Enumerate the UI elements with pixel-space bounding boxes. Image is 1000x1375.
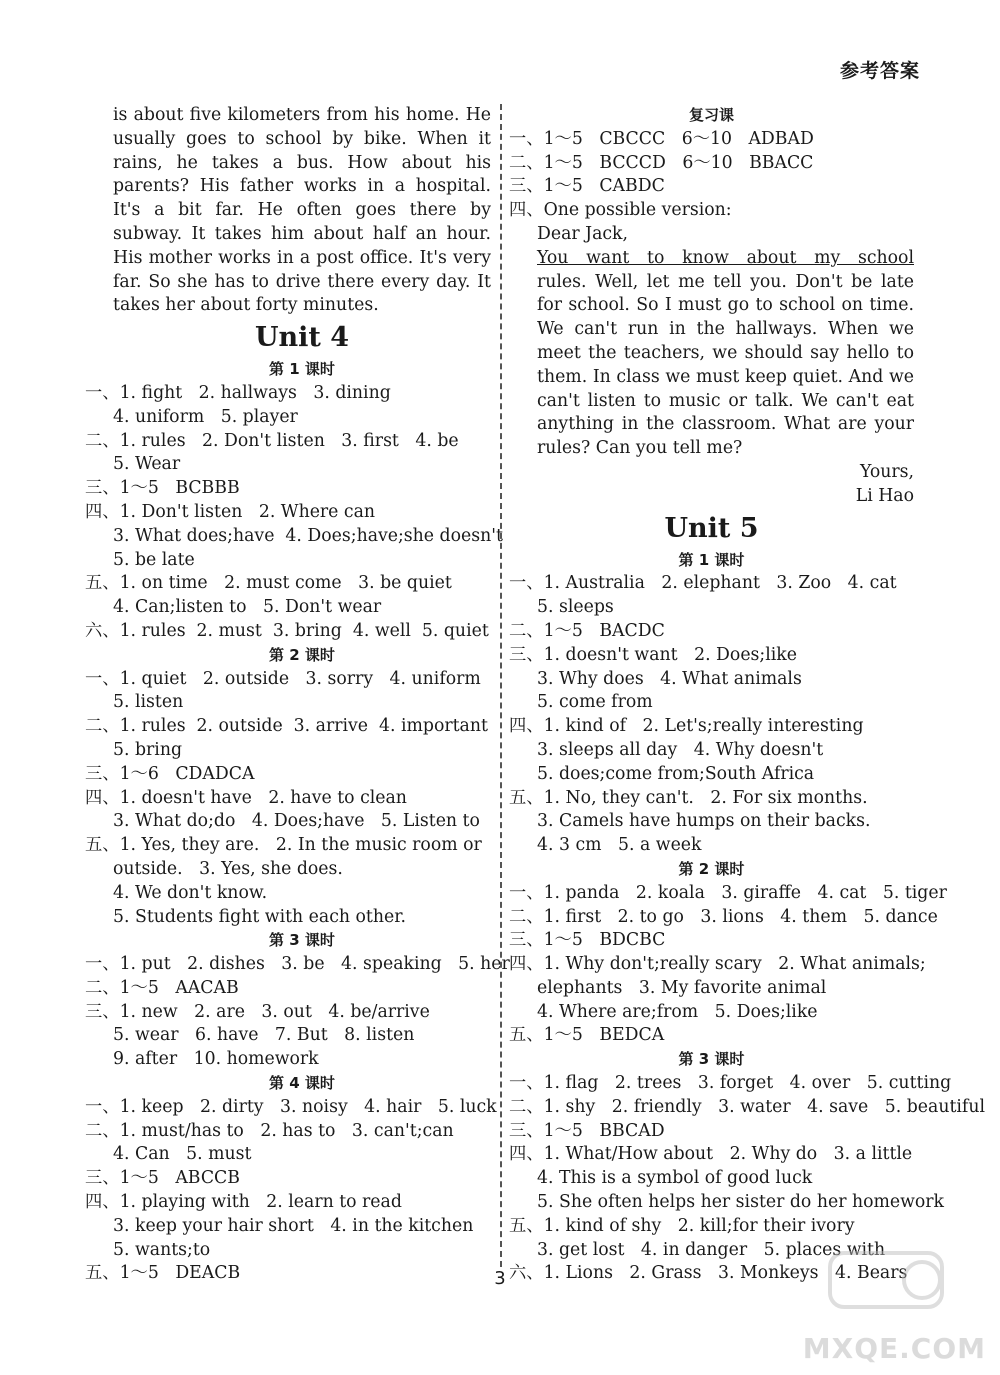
- answer-line: elephants 3. My favorite animal: [537, 977, 827, 998]
- answer-line: 四、One possible version:: [509, 200, 732, 221]
- answer-line: 3. keep your hair short 4. in the kitchen: [113, 1215, 474, 1236]
- answer-line: far. So she has to drive there every day. It: [113, 271, 491, 292]
- lesson-heading: 复习课: [688, 106, 734, 124]
- column-divider: [500, 104, 502, 1267]
- answer-line: 五、1～5 DEACB: [85, 1263, 241, 1284]
- lesson-heading: 第 2 课时: [678, 859, 745, 878]
- answer-line: 5. sleeps: [537, 597, 614, 618]
- answer-line: 5. be late: [113, 549, 195, 570]
- answer-line: 二、1～5 BACDC: [509, 620, 665, 641]
- answer-line: 5. wear 6. have 7. But 8. listen: [113, 1025, 415, 1046]
- answer-line: 4. Can 5. must: [113, 1144, 252, 1165]
- watermark-seal-icon: [826, 1245, 946, 1315]
- answer-line: 三、1～5 BCBBB: [85, 478, 240, 499]
- right-column: [509, 104, 985, 1286]
- answer-line: 四、1. Don't listen 2. Where can: [85, 501, 376, 522]
- answer-line: You want to know about my school: [537, 247, 914, 268]
- lesson-heading: 第 3 课时: [678, 1050, 745, 1069]
- answer-line: 5. wants;to: [113, 1239, 211, 1260]
- answer-line: 四、1. doesn't have 2. have to clean: [85, 787, 407, 808]
- answer-line: 3. Camels have humps on their backs.: [537, 811, 871, 832]
- answer-line: 五、1. No, they can't. 2. For six months.: [509, 787, 868, 808]
- answer-line: Dear Jack,: [537, 223, 629, 244]
- answer-line: usually goes to school by bike. When it: [113, 128, 491, 149]
- answer-line: 3. get lost 4. in danger 5. places with: [537, 1239, 886, 1260]
- answer-line: 一、1. panda 2. koala 3. giraffe 4. cat 5. tiger: [509, 882, 947, 903]
- answer-line: 3. What do;do 4. Does;have 5. Listen to: [113, 811, 480, 832]
- answer-line: 一、1～5 CBCCC 6～10 ADBAD: [509, 128, 814, 149]
- answer-line: 3. sleeps all day 4. Why doesn't: [537, 739, 824, 760]
- answer-line: Li Hao: [855, 485, 914, 506]
- answer-line: 3. Why does 4. What animals: [537, 668, 802, 689]
- answer-line: 一、1. quiet 2. outside 3. sorry 4. uniform: [85, 668, 481, 689]
- answer-line: 一、1. Australia 2. elephant 3. Zoo 4. cat: [509, 573, 897, 594]
- answer-line: 三、1～5 BDCBC: [509, 930, 666, 951]
- answer-line: 三、1～5 ABCCB: [85, 1168, 240, 1189]
- answer-line: 三、1. doesn't want 2. Does;like: [509, 644, 797, 665]
- lesson-heading: 第 1 课时: [678, 550, 745, 569]
- answer-line: 六、1. rules 2. must 3. bring 4. well 5. quiet: [85, 620, 489, 641]
- answer-line: 二、1. first 2. to go 3. lions 4. them 5. dance: [509, 906, 938, 927]
- answer-line: 一、1. keep 2. dirty 3. noisy 4. hair 5. luck: [85, 1096, 497, 1117]
- answer-line: His mother works in a post office. It's very: [113, 247, 491, 268]
- unit-heading: Unit 5: [664, 512, 759, 544]
- answer-line: 二、1. rules 2. Don't listen 3. first 4. be: [85, 430, 459, 451]
- page-header-title: 参考答案: [839, 60, 920, 82]
- answer-line: takes her about forty minutes.: [113, 295, 379, 316]
- answer-line: 三、1～5 BBCAD: [509, 1120, 665, 1141]
- answer-line: 二、1. must/has to 2. has to 3. can't;can: [85, 1120, 454, 1141]
- answer-line: outside. 3. Yes, she does.: [113, 858, 343, 879]
- answer-line: 4. This is a symbol of good luck: [537, 1168, 813, 1189]
- answer-line: anything in the classroom. What are your: [537, 414, 914, 435]
- lesson-heading: 第 3 课时: [269, 931, 335, 950]
- answer-line: them. In class we must keep quiet. And we: [537, 366, 914, 387]
- answer-line: meet the teachers, we should say hello to: [537, 342, 914, 363]
- answer-line: 4. 3 cm 5. a week: [537, 835, 702, 856]
- answer-line: for school. So I must go to school on time.: [537, 295, 914, 316]
- answer-line: 四、1. What/How about 2. Why do 3. a little: [509, 1144, 913, 1165]
- answer-line: 3. What does;have 4. Does;have;she doesn't: [113, 525, 503, 546]
- answer-line: 六、1. Lions 2. Grass 3. Monkeys 4. Bears: [509, 1263, 908, 1284]
- answer-line: 5. Wear: [113, 454, 181, 475]
- answer-line: 二、1～5 AACAB: [85, 977, 239, 998]
- answer-line: 4. We don't know.: [113, 882, 268, 903]
- answer-line: rules. Well, let me tell you. Don't be late: [537, 271, 914, 292]
- answer-line: 一、1. put 2. dishes 3. be 4. speaking 5. her: [85, 954, 510, 975]
- answer-line: 5. listen: [113, 692, 184, 713]
- watermark: [786, 1245, 986, 1365]
- answer-line: Yours,: [859, 461, 914, 482]
- answer-line: 二、1～5 BCCCD 6～10 BBACC: [509, 152, 814, 173]
- answer-line: 四、1. Why don't;really scary 2. What animals;: [509, 954, 926, 975]
- answer-line: It's a bit far. He often goes there by: [113, 200, 491, 221]
- unit-heading: Unit 4: [254, 322, 350, 354]
- answer-line: 四、1. playing with 2. learn to read: [85, 1192, 402, 1213]
- answer-line: 五、1. on time 2. must come 3. be quiet: [85, 573, 452, 594]
- answer-line: 4. Can;listen to 5. Don't wear: [113, 597, 382, 618]
- answer-line: is about five kilometers from his home. He: [113, 105, 491, 125]
- left-column: [85, 104, 510, 1286]
- answer-line: 5. come from: [537, 692, 653, 713]
- answer-line: 一、1. fight 2. hallways 3. dining: [85, 382, 391, 403]
- answer-line: 一、1. flag 2. trees 3. forget 4. over 5. cutting: [509, 1073, 952, 1094]
- lesson-heading: 第 1 课时: [269, 360, 335, 379]
- page-number: 3: [494, 1268, 506, 1289]
- answer-line: We can't run in the hallways. When we: [537, 319, 914, 340]
- lesson-heading: 第 4 课时: [269, 1074, 335, 1093]
- answer-line: parents? His father works in a hospital.: [113, 176, 491, 197]
- answer-line: rains, he takes a bus. How about his: [113, 152, 491, 173]
- lesson-heading: 第 2 课时: [269, 645, 335, 664]
- answer-line: 四、1. kind of 2. Let's;really interesting: [509, 716, 864, 737]
- answer-line: 9. after 10. homework: [113, 1049, 319, 1070]
- answer-line: 三、1. new 2. are 3. out 4. be/arrive: [85, 1001, 430, 1022]
- answer-line: 五、1～5 BEDCA: [509, 1025, 665, 1046]
- answer-line: rules? Can you tell me?: [537, 438, 743, 459]
- answer-line: 二、1. shy 2. friendly 3. water 4. save 5. beautiful: [509, 1096, 985, 1117]
- answer-line: 5. Students fight with each other.: [113, 906, 407, 927]
- answer-line: 五、1. kind of shy 2. kill;for their ivory: [509, 1215, 855, 1236]
- answer-line: can't listen to music or talk. We can't eat: [537, 390, 914, 411]
- answer-line: 三、1～6 CDADCA: [85, 763, 255, 784]
- watermark-text: MXQE.COM: [802, 1332, 986, 1365]
- answer-line: 三、1～5 CABDC: [509, 176, 665, 197]
- answer-line: 二、1. rules 2. outside 3. arrive 4. important: [85, 716, 488, 737]
- answer-line: 5. bring: [113, 739, 183, 760]
- answer-line: 5. does;come from;South Africa: [537, 763, 815, 784]
- answer-line: 5. She often helps her sister do her homework: [537, 1192, 945, 1213]
- answer-line: 4. uniform 5. player: [113, 406, 298, 427]
- answer-line: 五、1. Yes, they are. 2. In the music room or: [85, 835, 482, 856]
- answer-line: subway. It takes him about half an hour.: [113, 223, 491, 244]
- answer-line: 4. Where are;from 5. Does;like: [537, 1001, 818, 1022]
